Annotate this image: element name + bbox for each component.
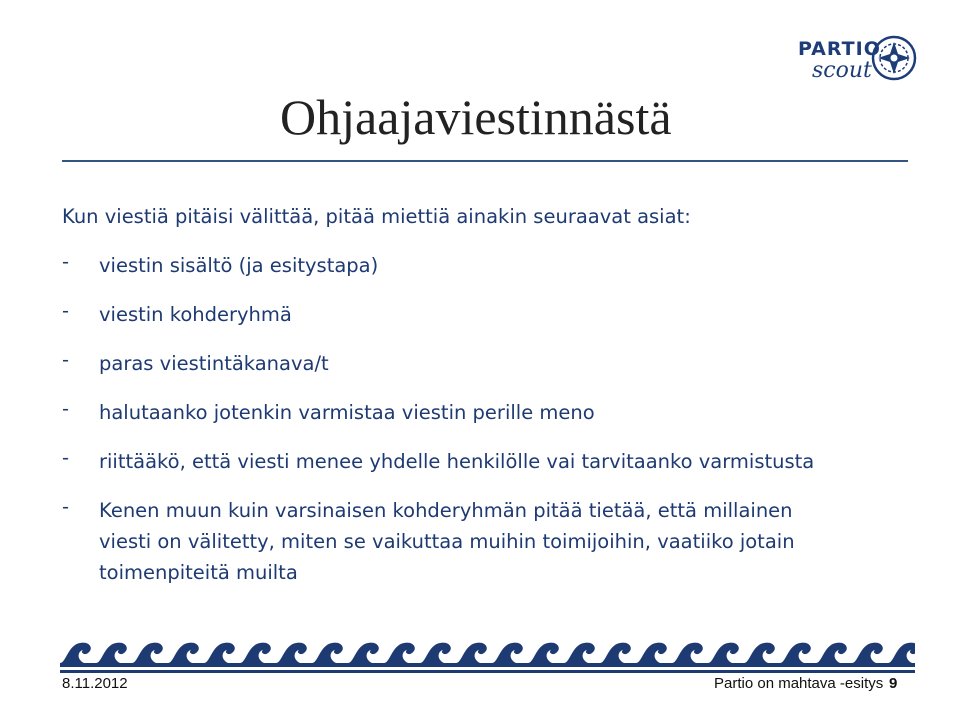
bullet-marker: - (62, 446, 70, 469)
bullet-text-line-3: toimenpiteitä muilta (99, 561, 298, 584)
partio-scout-logo (790, 32, 920, 92)
bullet-item-4 (62, 397, 922, 428)
bullet-text: viestin kohderyhmä (99, 303, 292, 326)
bullet-marker: - (62, 250, 70, 273)
bullet-text: viestin sisältö (ja esitystapa) (99, 254, 379, 277)
bullet-item-5 (62, 446, 922, 477)
footer-title: Partio on mahtava -esitys (714, 675, 884, 692)
bullet-text-line-2: viesti on välitetty, miten se vaikuttaa muihin toimijoihin, vaatiiko jotain (99, 530, 795, 553)
bullet-text: paras viestintäkanava/t (99, 352, 329, 375)
bullet-text: halutaanko jotenkin varmistaa viestin perille meno (99, 401, 595, 424)
bullet-marker: - (62, 397, 70, 420)
bullet-text-line-1: Kenen muun kuin varsinaisen kohderyhmän pitää tietää, että millainen (99, 499, 793, 522)
partio-scout-emblem-icon (870, 34, 918, 82)
bullet-item-2 (62, 299, 922, 330)
bullet-marker: - (62, 348, 70, 371)
bullet-item-3 (62, 348, 922, 379)
bullet-text: riittääkö, että viesti menee yhdelle henkilölle vai tarvitaanko varmistusta (99, 450, 815, 473)
intro-text: Kun viestiä pitäisi välittää, pitää miettiä ainakin seuraavat asiat: (62, 205, 691, 228)
footer-divider (60, 670, 915, 673)
page-number: 9 (889, 675, 898, 692)
bullet-marker: - (62, 495, 70, 518)
slide-title: Ohjaajaviestinnästä (280, 89, 672, 145)
footer-date: 8.11.2012 (62, 675, 128, 692)
bullet-marker: - (62, 299, 70, 322)
wave-pattern-band (60, 637, 915, 667)
bullet-item-6 (62, 495, 922, 588)
title-divider (62, 160, 908, 162)
logo-text-partio: PARTIO (798, 38, 881, 60)
logo-text-scout: scout (812, 58, 872, 83)
bullet-item-1 (62, 250, 922, 281)
